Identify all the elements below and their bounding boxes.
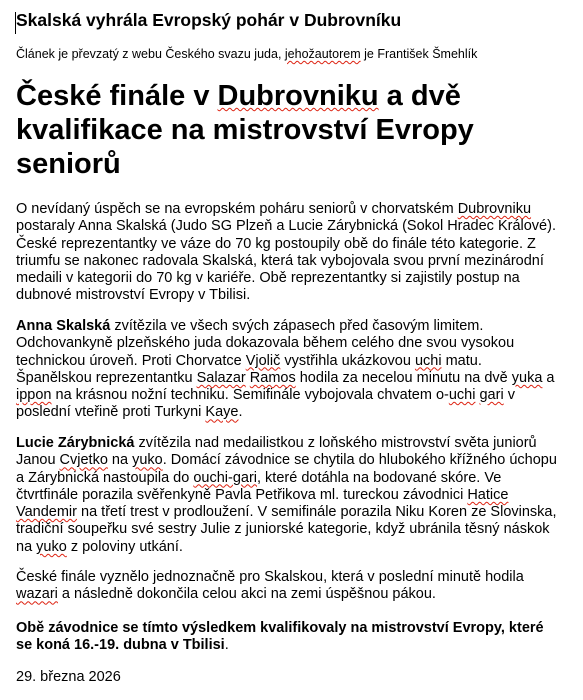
paragraph-text: zvítězila ve všech svých zápasech před časovým limitem. Odchovankyně plzeňského juda dokazovala během celého dne svou vysokou technickou úroveň. Proti Chorvatce <box>16 318 515 369</box>
misspelled-word[interactable]: Ramos <box>249 369 296 386</box>
misspelled-word[interactable]: Kaye <box>205 404 239 421</box>
paragraph-zarybnicka[interactable] <box>16 435 561 556</box>
misspelled-word[interactable]: gari <box>479 387 504 404</box>
paragraph-text: , které dotáhla na bodované skóre. Ve čtvrtfinále porazila svěřenkyně Pavla Petřikova ml. tureckou závodnici <box>16 469 502 503</box>
paragraph-text: postaraly Anna Skalská (Judo SG Plzeň a Lucie Zárybnická (Sokol Hradec Králové). České reprezentantky ve váze do 70 kg postoupily obě do finále této kategorie. Z triumfu se nakonec radovala Skalská, která tak vybojovala svou první mezinárodní medaili v kategorii do 70 kg v kariéře. Obě reprezentantky si zajistily postup na dubnové mistrovství Evropy v Tbilisi. <box>16 218 556 304</box>
athlete-name: Lucie Zárybnická <box>16 435 135 451</box>
source-attribution[interactable] <box>16 47 477 61</box>
misspelled-word[interactable]: Vjolič <box>245 352 281 369</box>
paragraph-skalska[interactable] <box>16 318 561 422</box>
misspelled-word[interactable]: uchi <box>448 387 476 404</box>
misspelled-word[interactable]: yuko <box>36 538 67 555</box>
misspelled-word[interactable]: yuko <box>132 452 163 469</box>
article-headline[interactable] <box>16 79 564 181</box>
paragraph-text: vystřihla ukázkovou <box>280 352 415 369</box>
misspelled-word[interactable]: Vandemir <box>16 504 77 521</box>
misspelled-word[interactable]: yuka <box>511 369 543 386</box>
misspelled-word[interactable]: wazari <box>16 586 58 603</box>
misspelled-word[interactable]: jehožautorem <box>284 47 361 61</box>
paragraph-text: na třetí trest v prodloužení. V semifinále porazila Niku Koren ze Slovinska, tradiční soupeřku své sestry Julie z juniorské kategorie, když ubránila těsný náskok na <box>16 504 557 555</box>
misspelled-word[interactable]: uchi <box>414 352 442 369</box>
paragraph-text: hodila za necelou minutu na dvě <box>295 369 512 386</box>
misspelled-word[interactable]: Salazar <box>196 369 246 386</box>
paragraph-intro[interactable] <box>16 201 561 305</box>
source-text: Článek je převzatý z webu Českého svazu juda, <box>16 47 285 61</box>
paragraph-text: na <box>107 452 133 469</box>
paragraph-text: z poloviny utkání. <box>66 538 183 555</box>
paragraph-text: České finále vyznělo jednoznačně pro Skalskou, která v poslední minutě hodila <box>16 569 524 585</box>
article-date[interactable]: 29. března 2026 <box>16 669 121 685</box>
paragraph-text: a následně dokončila celou akci na zemi úspěšnou pákou. <box>57 586 436 603</box>
paragraph-text: . <box>238 404 243 421</box>
athlete-name: Anna Skalská <box>16 318 111 334</box>
paragraph-text: . <box>224 637 229 654</box>
misspelled-word[interactable]: ouchi-gari <box>193 469 257 486</box>
paragraph-text-bold: Obě závodnice se tímto výsledkem kvalifikovaly na mistrovství Evropy, které se koná 16.-19. dubna v Tbilisi <box>16 620 544 654</box>
paragraph-qualification[interactable] <box>16 620 561 655</box>
misspelled-word[interactable]: ippon <box>16 387 52 404</box>
document-title[interactable]: Skalská vyhrála Evropský pohár v Dubrovníku <box>16 10 402 30</box>
paragraph-text: matu. Španělskou reprezentantku <box>16 352 482 386</box>
paragraph-final[interactable] <box>16 569 561 604</box>
headline-text: a dvě kvalifikace na mistrovství Evropy seniorů <box>16 80 474 180</box>
misspelled-word[interactable]: Dubrovniku <box>217 80 379 112</box>
paragraph-text: O nevídaný úspěch se na evropském poháru seniorů v chorvatském <box>16 201 458 217</box>
misspelled-word[interactable]: Cvjetko <box>59 452 108 469</box>
paragraph-text: na krásnou nožní techniku. Semifinále vybojovala chvatem o- <box>51 387 449 404</box>
paragraph-text: zvítězila nad medailistkou z loňského mistrovství světa juniorů Janou <box>16 435 537 469</box>
source-text: je František Šmehlík <box>360 47 478 61</box>
headline-text: České finále v <box>16 80 218 112</box>
misspelled-word[interactable]: Hatice <box>467 486 509 503</box>
paragraph-text: v poslední vteřině proti Turkyni <box>16 387 515 421</box>
paragraph-text: a <box>542 369 555 386</box>
paragraph-text: . Domácí závodnice se chytila do hlubokého křížného úchopu a Zárybnická nastoupila do <box>16 452 557 486</box>
misspelled-word[interactable]: Dubrovniku <box>457 201 532 217</box>
